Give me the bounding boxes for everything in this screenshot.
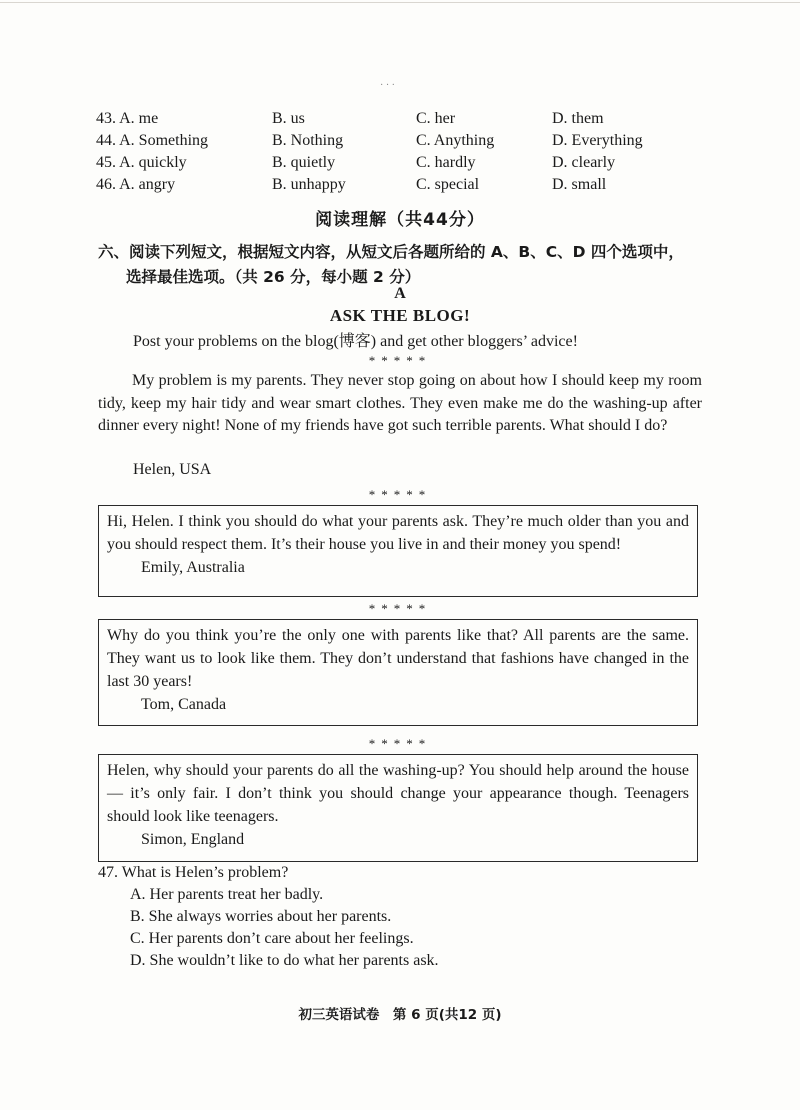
option-b: B. quietly <box>272 154 336 171</box>
option-a: 44. A. Something <box>96 132 209 149</box>
reply-text: Helen, why should your parents do all the washing-up? You should help around the house — it’s only fair. I don’t think you should change your appearance though. Teenagers should look like teenagers. <box>107 762 689 825</box>
option-d: D. clearly <box>552 154 616 171</box>
star-divider: ***** <box>368 601 432 616</box>
reply-box <box>98 619 698 726</box>
option-a: 43. A. me <box>96 110 159 127</box>
option-d: D. Everything <box>552 132 643 149</box>
option-c: C. Anything <box>416 132 495 149</box>
option-a: 46. A. angry <box>96 176 176 193</box>
option-c: C. hardly <box>416 154 476 171</box>
problem-post <box>98 370 702 438</box>
option-b: B. unhappy <box>272 176 346 193</box>
passage-title: ASK THE BLOG! <box>329 306 471 325</box>
reply-text: Why do you think you’re the only one with parents like that? All parents are the same. They want us to look like them. They don’t understand that fashions have changed in the last 30 years! <box>107 627 689 690</box>
reply-box <box>98 754 698 862</box>
option-c: C. special <box>416 176 480 193</box>
answer-choice: C. Her parents don’t care about her feelings. <box>130 930 414 947</box>
instructions <box>98 240 703 290</box>
reply-text: Hi, Helen. I think you should do what your parents ask. They’re much older than you and you should respect them. It’s their house you live in and their money you spend! <box>107 513 689 553</box>
star-divider: ***** <box>368 487 432 502</box>
answer-choice: A. Her parents treat her badly. <box>130 886 324 903</box>
page-top-edge <box>0 2 800 3</box>
answer-choice: B. She always worries about her parents. <box>130 908 392 925</box>
question-47 <box>98 862 439 972</box>
reply-author: Simon, England <box>141 831 245 848</box>
problem-author: Helen, USA <box>133 461 212 478</box>
problem-text: My problem is my parents. They never stop going on about how I should keep my room tidy, keep my hair tidy and wear smart clothes. They even make me do the washing-up after dinner every night! None of my friends have got such terrible parents. What should I do? <box>98 372 702 434</box>
passage-letter: A <box>394 285 406 302</box>
star-divider: ***** <box>368 736 432 751</box>
option-c: C. her <box>416 110 456 127</box>
section-title: 阅读理解（共44分） <box>315 210 485 230</box>
star-divider: ***** <box>368 353 432 368</box>
option-d: D. them <box>552 110 604 127</box>
reply-box <box>98 505 698 597</box>
question-stem: 47. What is Helen’s problem? <box>98 864 289 881</box>
instructions-line-2: 选择最佳选项。（共 26 分，每小题 2 分） <box>126 268 421 286</box>
instructions-line-1: 六、阅读下列短文，根据短文内容，从短文后各题所给的 A、B、C、D 四个选项中， <box>98 243 684 261</box>
answer-choice: D. She wouldn’t like to do what her parents ask. <box>130 952 439 969</box>
reply-author: Tom, Canada <box>141 696 227 713</box>
option-b: B. Nothing <box>272 132 344 149</box>
option-a: 45. A. quickly <box>96 154 187 171</box>
top-mark: · · · <box>380 80 395 91</box>
page-footer: 初三英语试卷 第 6 页(共12 页) <box>298 1007 502 1023</box>
option-d: D. small <box>552 176 607 193</box>
option-b: B. us <box>272 110 305 127</box>
reply-author: Emily, Australia <box>141 559 245 576</box>
passage-intro: Post your problems on the blog(博客) and get other bloggers’ advice! <box>133 333 578 350</box>
